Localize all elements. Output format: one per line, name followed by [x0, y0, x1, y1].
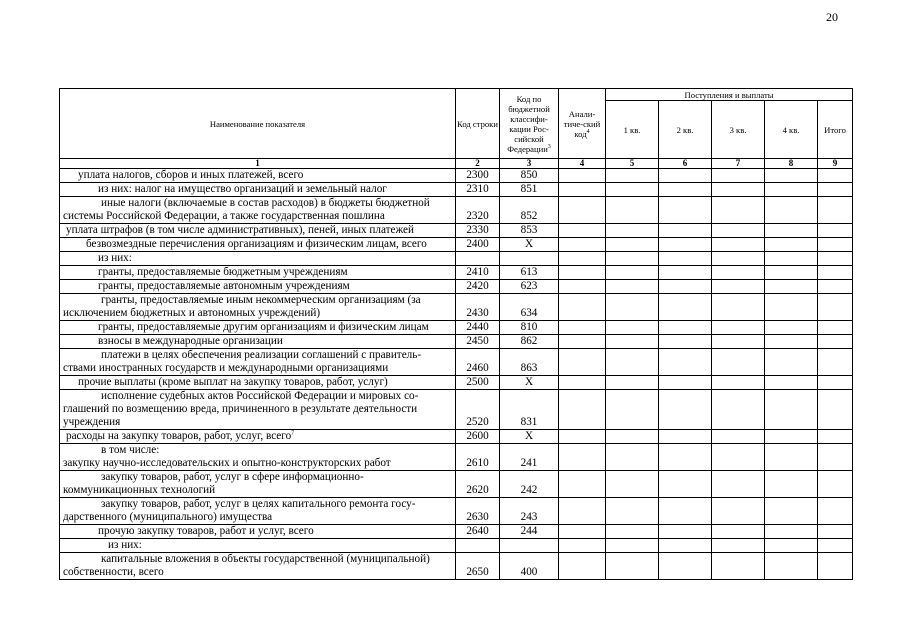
row-name [60, 430, 456, 444]
row-budget-code: 242 [500, 471, 559, 498]
cell [606, 390, 659, 430]
table-row [60, 183, 853, 197]
cell [765, 252, 818, 266]
row-code [456, 539, 500, 553]
row-budget-code: 852 [500, 197, 559, 224]
cell [659, 498, 712, 525]
cell [659, 444, 712, 471]
row-name: капитальные вложения в объекты государственной (муниципальной) собственности, всего [60, 553, 456, 580]
cell [765, 553, 818, 580]
cell [712, 525, 765, 539]
row-name: гранты, предоставляемые автономным учреждениям [60, 280, 456, 294]
table-row [60, 430, 853, 444]
cell [606, 252, 659, 266]
cell [559, 539, 606, 553]
cell [606, 238, 659, 252]
cell [659, 169, 712, 183]
cell [712, 294, 765, 321]
cell [765, 471, 818, 498]
row-name-text: расходы на закупку товаров, работ, услуг, всего [66, 430, 292, 442]
cell [559, 349, 606, 376]
row-budget-code: 623 [500, 280, 559, 294]
row-code: 2450 [456, 335, 500, 349]
table-row [60, 390, 853, 430]
row-budget-code: 810 [500, 321, 559, 335]
cell [606, 169, 659, 183]
table-row [60, 238, 853, 252]
payments-table [59, 88, 853, 580]
cell [559, 553, 606, 580]
cell [712, 376, 765, 390]
cell [818, 224, 853, 238]
cell [818, 349, 853, 376]
row-name: из них: [60, 252, 456, 266]
table-row [60, 321, 853, 335]
cell [559, 294, 606, 321]
cell [765, 539, 818, 553]
cell [818, 197, 853, 224]
cell [712, 197, 765, 224]
column-number: 1 [60, 159, 456, 169]
cell [818, 238, 853, 252]
row-name [60, 444, 456, 471]
cell [765, 335, 818, 349]
cell [765, 294, 818, 321]
cell [712, 266, 765, 280]
row-code: 2650 [456, 553, 500, 580]
cell [712, 498, 765, 525]
row-budget-code: 850 [500, 169, 559, 183]
table-row [60, 471, 853, 498]
column-number: 6 [659, 159, 712, 169]
cell [712, 430, 765, 444]
cell [606, 321, 659, 335]
row-budget-code: 851 [500, 183, 559, 197]
cell [712, 238, 765, 252]
cell [765, 238, 818, 252]
row-code [456, 252, 500, 266]
row-name-prefix: в том числе: [101, 444, 160, 456]
row-name: закупку товаров, работ, услуг в целях капитального ремонта госу-дарственного (муниципального) имущества [60, 498, 456, 525]
row-code: 2400 [456, 238, 500, 252]
row-budget-code [500, 539, 559, 553]
cell [659, 280, 712, 294]
row-code: 2440 [456, 321, 500, 335]
cell [818, 252, 853, 266]
cell [765, 430, 818, 444]
cell [765, 224, 818, 238]
table-row [60, 197, 853, 224]
header-receipts-payments: Поступления и выплаты [606, 89, 853, 101]
cell [559, 335, 606, 349]
table-row [60, 169, 853, 183]
cell [712, 539, 765, 553]
cell [659, 390, 712, 430]
cell [818, 390, 853, 430]
table-row [60, 553, 853, 580]
row-name: уплата штрафов (в том числе административных), пеней, иных платежей [60, 224, 456, 238]
row-code: 2620 [456, 471, 500, 498]
cell [765, 169, 818, 183]
cell [659, 553, 712, 580]
footnote-7: 7 [291, 430, 295, 437]
cell [606, 444, 659, 471]
cell [606, 498, 659, 525]
cell [559, 197, 606, 224]
cell [818, 335, 853, 349]
cell [659, 238, 712, 252]
cell [559, 321, 606, 335]
cell [765, 376, 818, 390]
row-code: 2600 [456, 430, 500, 444]
cell [765, 349, 818, 376]
table-row [60, 539, 853, 553]
cell [559, 498, 606, 525]
row-name: из них: налог на имущество организаций и земельный налог [60, 183, 456, 197]
cell [559, 224, 606, 238]
cell [559, 280, 606, 294]
row-code: 2320 [456, 197, 500, 224]
header-budget-code-text: Код по бюджетной классифи-кации Рос-сийской Федерации [507, 93, 550, 154]
cell [818, 169, 853, 183]
row-name: уплата налогов, сборов и иных платежей, всего [60, 169, 456, 183]
row-code: 2630 [456, 498, 500, 525]
cell [659, 252, 712, 266]
cell [659, 539, 712, 553]
table-row [60, 252, 853, 266]
cell [818, 266, 853, 280]
cell [606, 183, 659, 197]
row-name: гранты, предоставляемые бюджетным учреждениям [60, 266, 456, 280]
cell [606, 197, 659, 224]
cell [559, 376, 606, 390]
cell [818, 539, 853, 553]
cell [712, 335, 765, 349]
table-row [60, 349, 853, 376]
row-name: прочую закупку товаров, работ и услуг, всего [60, 525, 456, 539]
cell [712, 224, 765, 238]
cell [559, 444, 606, 471]
column-number: 4 [559, 159, 606, 169]
column-number: 5 [606, 159, 659, 169]
header-row-code: Код строки [456, 89, 500, 159]
column-number: 7 [712, 159, 765, 169]
cell [765, 266, 818, 280]
cell [559, 183, 606, 197]
table-row [60, 525, 853, 539]
cell [818, 280, 853, 294]
table-row [60, 498, 853, 525]
cell [818, 321, 853, 335]
row-budget-code: 863 [500, 349, 559, 376]
cell [606, 539, 659, 553]
column-number: 3 [500, 159, 559, 169]
cell [712, 252, 765, 266]
footnote-3: 3 [547, 143, 551, 150]
row-code: 2500 [456, 376, 500, 390]
cell [712, 349, 765, 376]
column-number: 2 [456, 159, 500, 169]
row-name-text: закупку научно-исследовательских и опытно-конструкторских работ [63, 457, 391, 469]
page-number: 20 [826, 10, 838, 24]
table-row [60, 294, 853, 321]
cell [818, 183, 853, 197]
row-budget-code: 831 [500, 390, 559, 430]
table-row [60, 280, 853, 294]
row-name: закупку товаров, работ, услуг в сфере информационно-коммуникационных технологий [60, 471, 456, 498]
header-analytic-code-text: Анали-тиче-ский код [563, 108, 601, 139]
row-code: 2410 [456, 266, 500, 280]
row-name: из них: [60, 539, 456, 553]
cell [606, 280, 659, 294]
cell [712, 471, 765, 498]
cell [559, 525, 606, 539]
row-code: 2640 [456, 525, 500, 539]
row-budget-code: 241 [500, 444, 559, 471]
cell [606, 471, 659, 498]
cell [818, 553, 853, 580]
cell [659, 349, 712, 376]
cell [606, 430, 659, 444]
row-name: исполнение судебных актов Российской Федерации и мировых со-глашений по возмещению вреда, причиненного в результате деятельности учреждения [60, 390, 456, 430]
cell [559, 169, 606, 183]
cell [765, 280, 818, 294]
header-q2: 2 кв. [659, 101, 712, 159]
cell [659, 183, 712, 197]
cell [559, 238, 606, 252]
row-budget-code: 613 [500, 266, 559, 280]
row-name: гранты, предоставляемые другим организациям и физическим лицам [60, 321, 456, 335]
header-q3: 3 кв. [712, 101, 765, 159]
cell [606, 553, 659, 580]
column-numbers-row [60, 159, 853, 169]
footnote-4: 4 [586, 128, 590, 135]
row-budget-code: Х [500, 238, 559, 252]
row-budget-code [500, 252, 559, 266]
cell [559, 430, 606, 444]
cell [559, 252, 606, 266]
cell [659, 266, 712, 280]
cell [712, 183, 765, 197]
column-number: 9 [818, 159, 853, 169]
row-budget-code: 400 [500, 553, 559, 580]
row-budget-code: 862 [500, 335, 559, 349]
row-budget-code: Х [500, 430, 559, 444]
row-code: 2430 [456, 294, 500, 321]
header-q1: 1 кв. [606, 101, 659, 159]
cell [659, 197, 712, 224]
table-row [60, 444, 853, 471]
header-q4: 4 кв. [765, 101, 818, 159]
cell [606, 294, 659, 321]
cell [818, 430, 853, 444]
row-budget-code: 853 [500, 224, 559, 238]
row-budget-code: 243 [500, 498, 559, 525]
cell [818, 498, 853, 525]
row-name: платежи в целях обеспечения реализации соглашений с правитель-ствами иностранных государств и международными организациями [60, 349, 456, 376]
row-code: 2460 [456, 349, 500, 376]
row-name: взносы в международные организации [60, 335, 456, 349]
header-total: Итого [818, 101, 853, 159]
cell [765, 525, 818, 539]
row-code: 2300 [456, 169, 500, 183]
column-number: 8 [765, 159, 818, 169]
cell [712, 444, 765, 471]
cell [659, 525, 712, 539]
cell [606, 525, 659, 539]
row-code: 2310 [456, 183, 500, 197]
cell [659, 224, 712, 238]
row-name: безвозмездные перечисления организациям и физическим лицам, всего [60, 238, 456, 252]
cell [659, 321, 712, 335]
cell [559, 266, 606, 280]
cell [659, 294, 712, 321]
row-code: 2520 [456, 390, 500, 430]
cell [818, 376, 853, 390]
header-budget-code [500, 89, 559, 159]
cell [712, 390, 765, 430]
cell [659, 430, 712, 444]
row-budget-code: 244 [500, 525, 559, 539]
cell [765, 321, 818, 335]
row-code: 2330 [456, 224, 500, 238]
cell [606, 224, 659, 238]
cell [559, 471, 606, 498]
row-code: 2610 [456, 444, 500, 471]
header-analytic-code [559, 89, 606, 159]
header-name: Наименование показателя [60, 89, 456, 159]
row-code: 2420 [456, 280, 500, 294]
cell [659, 376, 712, 390]
cell [818, 294, 853, 321]
cell [606, 335, 659, 349]
cell [712, 321, 765, 335]
cell [659, 471, 712, 498]
cell [818, 444, 853, 471]
cell [606, 376, 659, 390]
table-row [60, 376, 853, 390]
cell [712, 169, 765, 183]
row-budget-code: Х [500, 376, 559, 390]
row-name: иные налоги (включаемые в состав расходов) в бюджеты бюджетной системы Российской Федерации, а также государственная пошлина [60, 197, 456, 224]
cell [606, 266, 659, 280]
table-row [60, 224, 853, 238]
cell [765, 197, 818, 224]
cell [818, 525, 853, 539]
cell [559, 390, 606, 430]
cell [818, 471, 853, 498]
cell [765, 390, 818, 430]
row-budget-code: 634 [500, 294, 559, 321]
table-row [60, 335, 853, 349]
cell [765, 498, 818, 525]
cell [712, 553, 765, 580]
cell [606, 349, 659, 376]
cell [712, 280, 765, 294]
cell [765, 183, 818, 197]
cell [659, 335, 712, 349]
cell [765, 444, 818, 471]
table-row [60, 266, 853, 280]
row-name: прочие выплаты (кроме выплат на закупку товаров, работ, услуг) [60, 376, 456, 390]
row-name: гранты, предоставляемые иным некоммерческим организациям (за исключением бюджетных и автономных учреждений) [60, 294, 456, 321]
